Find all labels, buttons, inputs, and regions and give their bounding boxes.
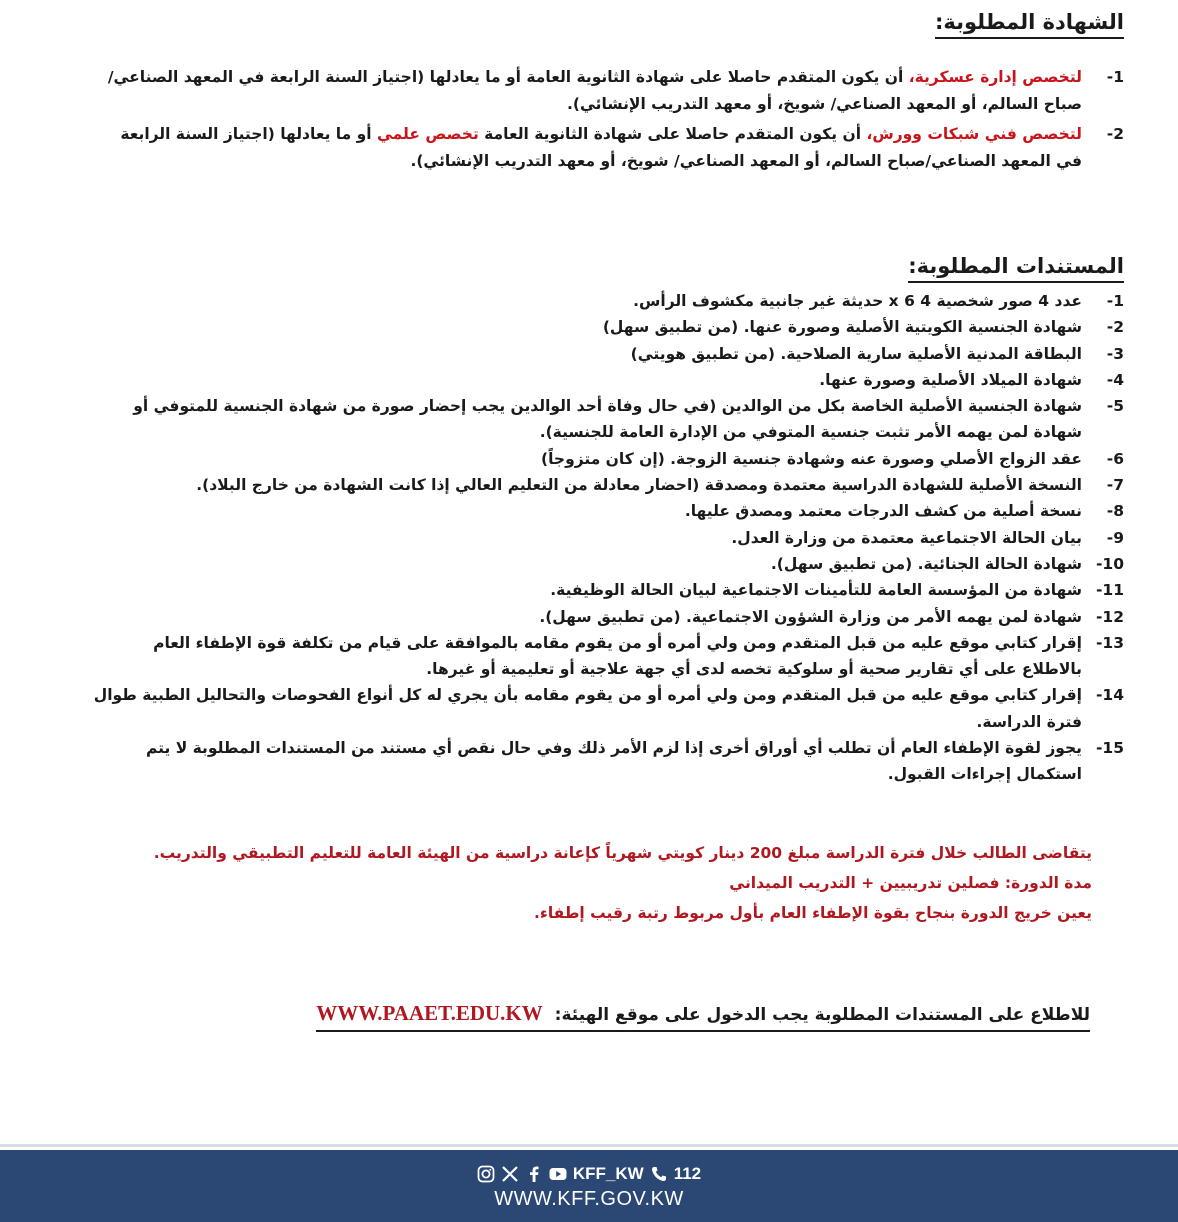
item-text: البطاقة المدنية الأصلية سارية الصلاحية. (من تطبيق هويتي) [630, 344, 1082, 363]
list-item [92, 735, 1124, 788]
specialty-label: لتخصص فني شبكات وورش، [866, 125, 1082, 143]
list-item [92, 64, 1124, 118]
item-number: 12- [1095, 607, 1124, 626]
list-item [92, 498, 1124, 524]
list-item [92, 121, 1124, 175]
website-text: للاطلاع على المستندات المطلوبة يجب الدخول على موقع الهيئة: [554, 1005, 1090, 1025]
footer-social-row [0, 1162, 1178, 1186]
duration-note: مدة الدورة: فصلين تدريبيين + التدريب الميداني [729, 874, 1092, 892]
item-text: النسخة الأصلية للشهادة الدراسية معتمدة ومصدقة (احضار معادلة من التعليم العالي إذا كانت الشهادة من خارج البلاد). [196, 476, 1082, 495]
item-text: شهادة الجنسية الكويتية الأصلية وصورة عنها. (من تطبيق سهل) [602, 318, 1082, 337]
graduate-note: يعين خريج الدورة بنجاح بقوة الإطفاء العام بأول مربوط رتبة رقيب إطفاء. [534, 904, 1092, 922]
list-item [92, 682, 1124, 735]
item-text: إقرار كتابي موقع عليه من قبل المتقدم ومن ولي أمره أو من يقوم مقامه بأن يجري له كل أنواع الفحوصات والتحاليل الطبية طوال فترة الدراسة. [93, 686, 1082, 731]
website-link[interactable]: WWW.PAAET.EDU.KW [316, 1001, 543, 1025]
certificate-heading: الشهادة المطلوبة: [935, 8, 1124, 39]
item-text: أن يكون المتقدم حاصلا على شهادة الثانوية العامة [478, 125, 867, 143]
list-item [92, 525, 1124, 551]
footer-website-link[interactable]: WWW.KFF.GOV.KW [494, 1188, 684, 1210]
item-number: 4- [1106, 370, 1124, 389]
phone-icon [650, 1165, 668, 1183]
item-number: 2- [1106, 125, 1124, 143]
phone-number: 112 [673, 1164, 702, 1183]
social-handle: KFF_KW [572, 1164, 644, 1183]
item-number: 11- [1095, 581, 1124, 600]
documents-heading: المستندات المطلوبة: [908, 252, 1124, 283]
list-item [92, 393, 1124, 446]
item-number: 7- [1106, 476, 1124, 495]
list-item [92, 551, 1124, 577]
website-line [316, 998, 1090, 1032]
documents-list [92, 288, 1124, 788]
youtube-icon[interactable] [549, 1165, 567, 1183]
item-number: 6- [1106, 449, 1124, 468]
item-number: 2- [1106, 318, 1124, 337]
item-number: 14- [1095, 686, 1124, 705]
facebook-icon[interactable] [525, 1165, 543, 1183]
item-text: بيان الحالة الاجتماعية معتمدة من وزارة العدل. [731, 528, 1082, 547]
x-icon[interactable] [501, 1165, 519, 1183]
footer-bar [0, 1150, 1178, 1222]
list-item [92, 314, 1124, 340]
list-item [92, 604, 1124, 630]
list-item [92, 367, 1124, 393]
item-number: 8- [1106, 502, 1124, 521]
footer-divider [0, 1144, 1178, 1147]
item-number: 3- [1106, 344, 1124, 363]
item-text: شهادة الجنسية الأصلية الخاصة بكل من الوالدين (في حال وفاة أحد الوالدين يجب إحضار صورة من شهادة الجنسية للمتوفي أو شهادة لمن يهمه الأمر تثبت جنسية المتوفي من الإدارة العامة للجنسية). [133, 397, 1082, 442]
specialty-requirement: تخصص علمي [376, 125, 479, 143]
item-number: 5- [1106, 397, 1124, 416]
item-text: شهادة الحالة الجنائية. (من تطبيق سهل). [770, 554, 1082, 573]
certificate-list [92, 64, 1124, 178]
list-item [92, 630, 1124, 683]
instagram-icon[interactable] [477, 1165, 495, 1183]
item-text: نسخة أصلية من كشف الدرجات معتمد ومصدق عليها. [684, 502, 1082, 521]
item-number: 13- [1095, 633, 1124, 652]
item-text: أو ما يعادلها (اجتياز السنة الرابعة في المعهد الصناعي/صباح السالم، أو المعهد الصناعي/ شويخ، أو معهد التدريب الإنشائي). [120, 125, 1082, 170]
item-text: أن يكون المتقدم حاصلا على شهادة الثانوية العامة أو ما يعادلها (اجتياز السنة الرابعة في المعهد الصناعي/صباح السالم، أو المعهد الصناعي/ شويخ، أو معهد التدريب الإنشائي). [107, 68, 1082, 113]
item-text: شهادة من المؤسسة العامة للتأمينات الاجتماعية لبيان الحالة الوظيفية. [550, 581, 1082, 600]
item-text: يجوز لقوة الإطفاء العام أن تطلب أي أوراق أخرى إذا لزم الأمر ذلك وفي حال نقص أي مستند من المستندات المطلوبة لا يتم استكمال إجراءات القبول. [146, 739, 1082, 784]
item-text: إقرار كتابي موقع عليه من قبل المتقدم ومن ولي أمره أو من يقوم مقامه بالموافقة على قيام من تكلفة قوة الإطفاء العام بالاطلاع على أي تقارير صحية أو سلوكية تخصه لدى أي جهة علاجية أو تعليمية أو غيرها. [153, 633, 1082, 679]
stipend-note: يتقاضى الطالب خلال فترة الدراسة مبلغ 200 دينار كويتي شهرياً كإعانة دراسية من الهيئة العامة للتعليم التطبيقي والتدريب. [153, 844, 1092, 862]
list-item [92, 577, 1124, 603]
list-item [92, 472, 1124, 498]
item-number: 1- [1106, 292, 1124, 310]
specialty-label: لتخصص إدارة عسكرية، [908, 68, 1082, 86]
notes-block [80, 838, 1092, 928]
list-item [92, 288, 1124, 314]
item-number: 9- [1106, 528, 1124, 547]
item-text: عقد الزواج الأصلي وصورة عنه وشهادة جنسية الزوجة. (إن كان متزوجاً) [541, 449, 1082, 468]
item-text: شهادة الميلاد الأصلية وصورة عنها. [819, 370, 1082, 389]
item-number: 15- [1095, 739, 1124, 758]
list-item [92, 446, 1124, 472]
item-number: 10- [1095, 554, 1124, 573]
item-text: عدد 4 صور شخصية 4 x 6 حديثة غير جانبية مكشوف الرأس. [633, 292, 1082, 310]
list-item [92, 341, 1124, 367]
item-text: شهادة لمن يهمه الأمر من وزارة الشؤون الاجتماعية. (من تطبيق سهل). [539, 607, 1082, 626]
item-number: 1- [1106, 68, 1124, 86]
